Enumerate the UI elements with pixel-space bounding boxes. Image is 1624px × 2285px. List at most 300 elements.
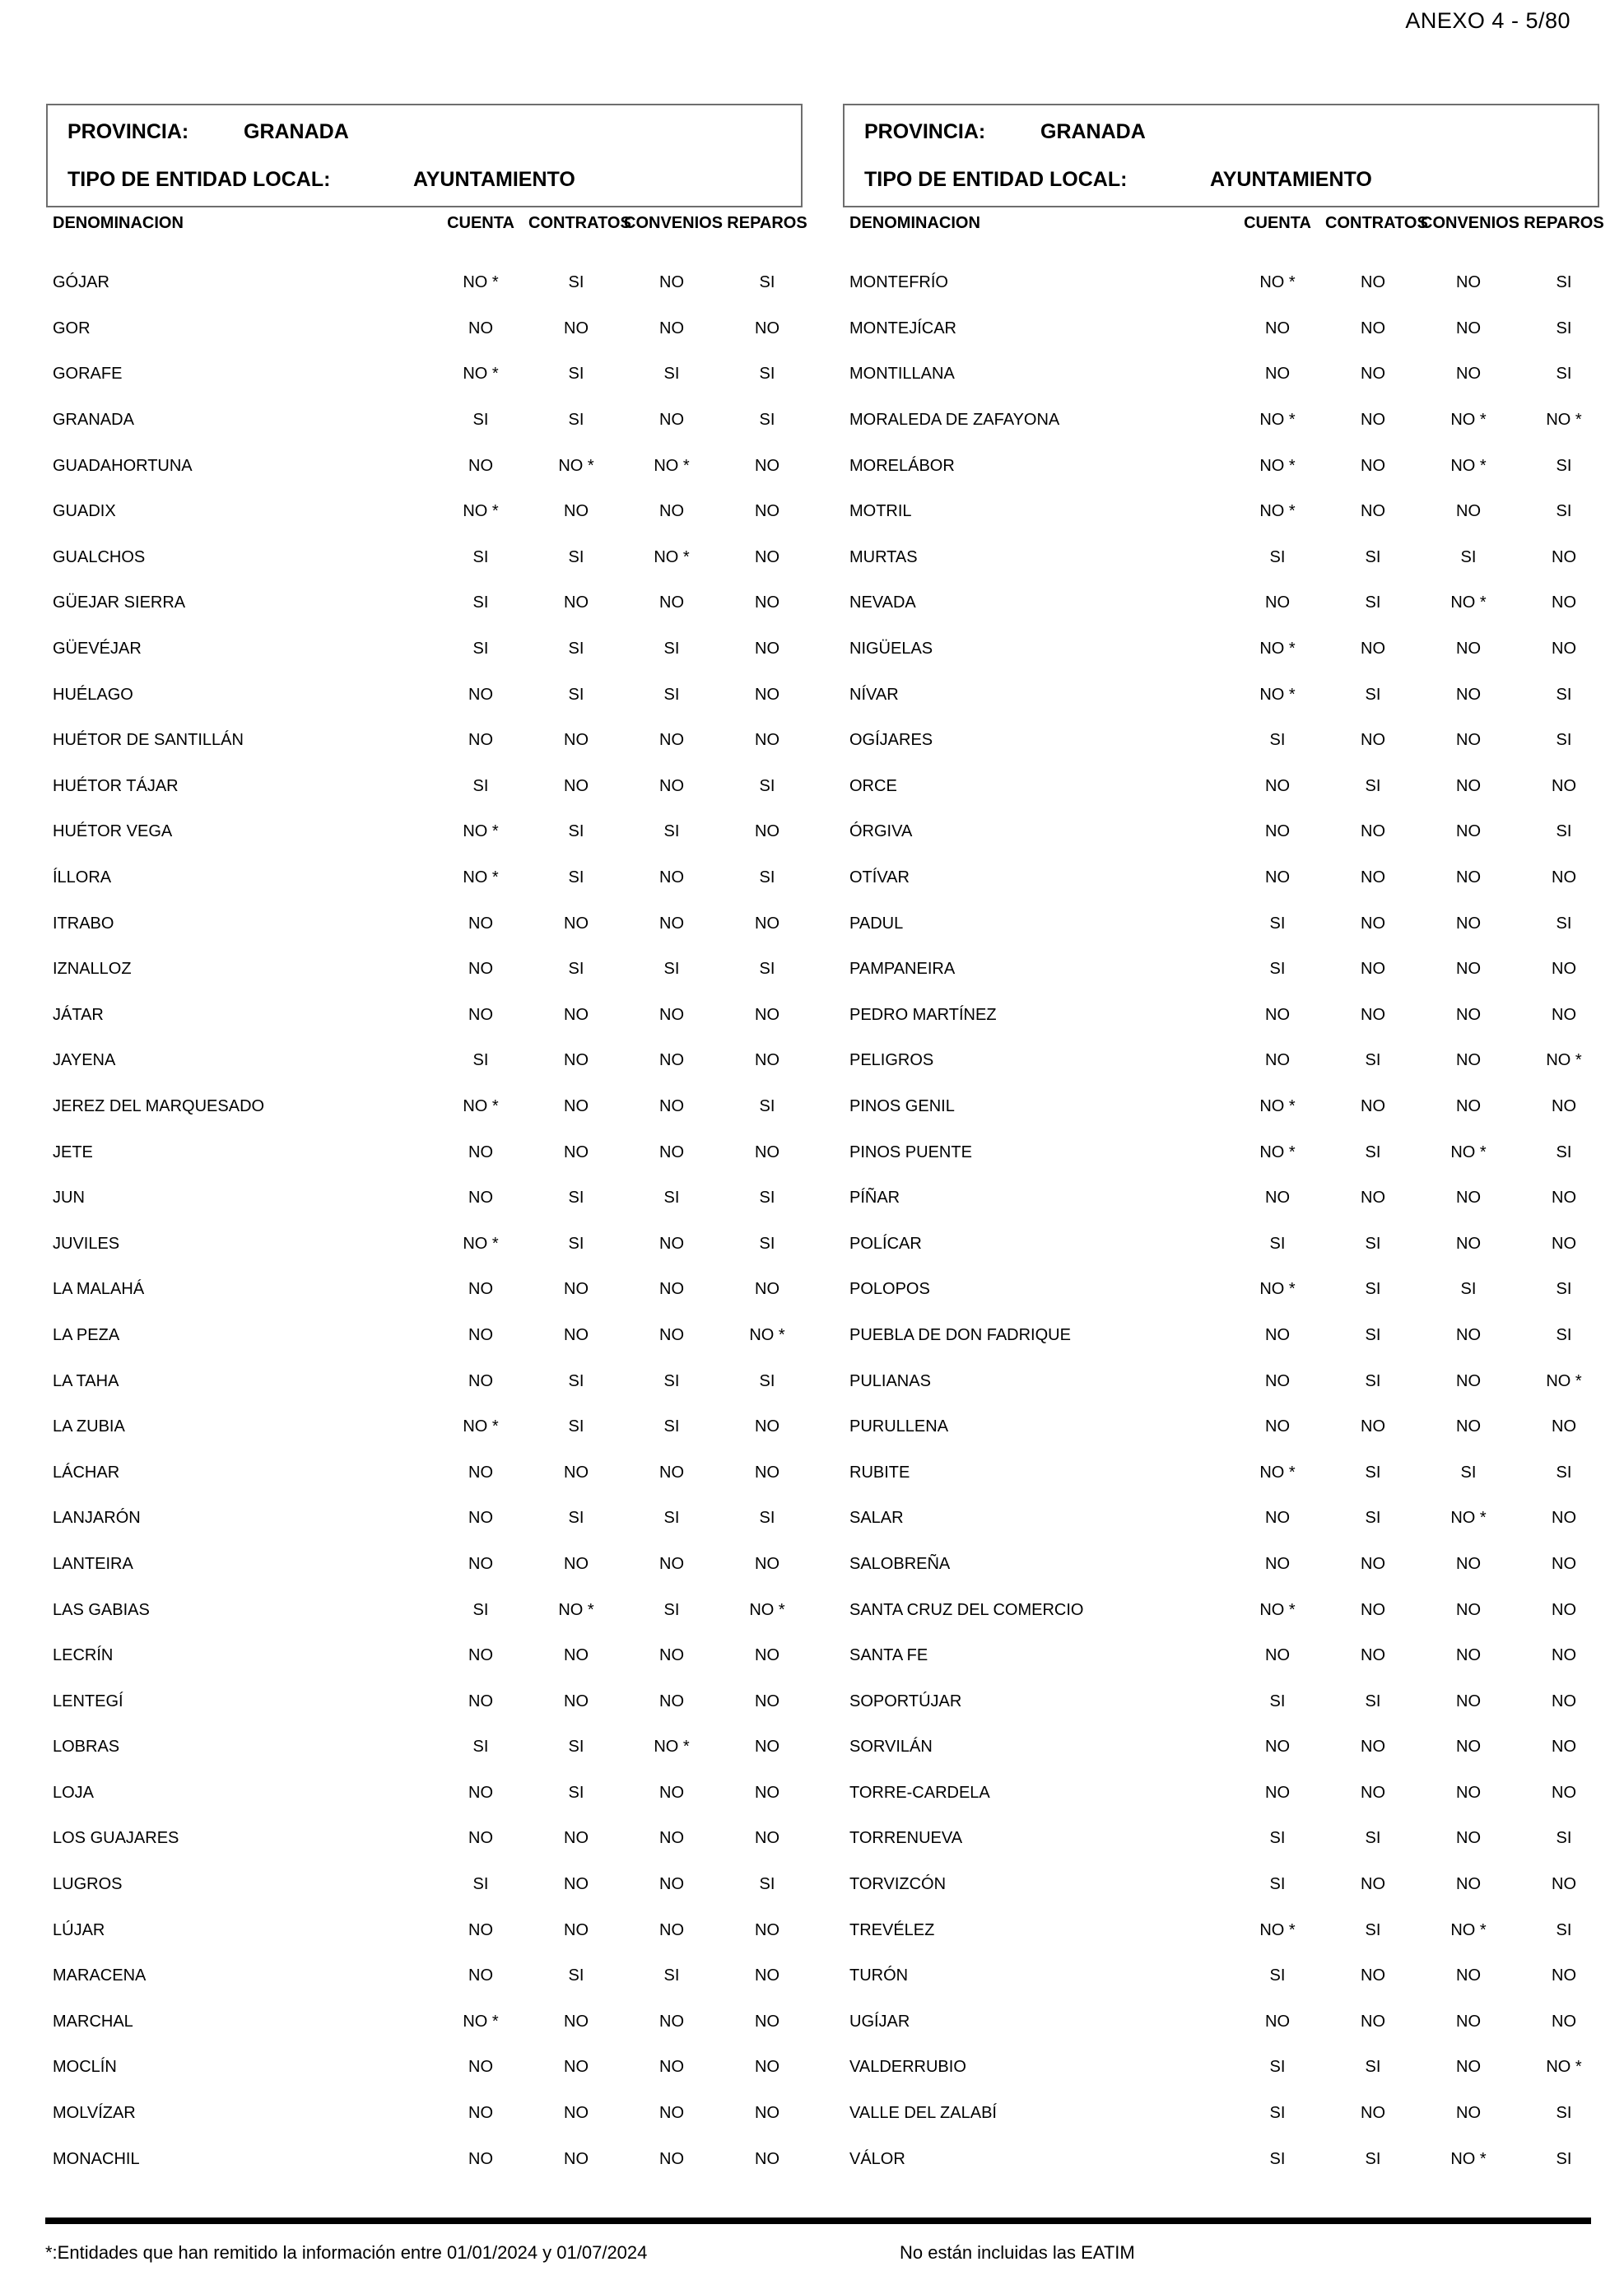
value-cell: NO bbox=[755, 1829, 779, 1848]
value-cell: SI bbox=[1269, 960, 1286, 979]
value-cell: NO bbox=[1265, 1051, 1290, 1070]
provincia-label: PROVINCIA: bbox=[67, 120, 189, 143]
value-cell: NO bbox=[659, 2104, 684, 2123]
footer-divider-rule bbox=[45, 2218, 1591, 2224]
table-row bbox=[46, 443, 815, 489]
municipality-name: SORVILÁN bbox=[849, 1738, 933, 1757]
value-cell: NO bbox=[1552, 1096, 1576, 1115]
value-cell: SI bbox=[568, 960, 584, 979]
value-cell: NO * bbox=[1259, 1463, 1296, 1482]
value-cell: NO bbox=[1361, 914, 1385, 933]
municipality-name: MOCLÍN bbox=[53, 2058, 117, 2077]
value-cell: SI bbox=[663, 685, 680, 704]
value-cell: NO bbox=[1456, 1234, 1481, 1253]
municipality-name: JUN bbox=[53, 1189, 85, 1208]
municipality-name: HUÉTOR DE SANTILLÁN bbox=[53, 731, 244, 750]
value-cell: NO bbox=[659, 2012, 684, 2031]
table-row bbox=[843, 718, 1612, 764]
value-cell: SI bbox=[1365, 593, 1381, 612]
value-cell: NO bbox=[755, 1417, 779, 1436]
value-cell: NO bbox=[1361, 731, 1385, 750]
municipality-name: TORRE-CARDELA bbox=[849, 1783, 990, 1802]
value-cell: NO bbox=[1552, 2012, 1576, 2031]
value-cell: NO bbox=[1552, 1417, 1576, 1436]
value-cell: NO bbox=[659, 868, 684, 887]
value-cell: NO bbox=[564, 2058, 589, 2077]
value-cell: SI bbox=[568, 273, 584, 292]
municipality-name: GUADAHORTUNA bbox=[53, 456, 193, 475]
value-cell: NO bbox=[1456, 1966, 1481, 1985]
value-cell: NO bbox=[1456, 1371, 1481, 1390]
value-cell: NO * bbox=[654, 1738, 690, 1757]
value-cell: NO bbox=[1456, 776, 1481, 795]
municipality-name: OTÍVAR bbox=[849, 868, 910, 887]
value-cell: NO bbox=[659, 2058, 684, 2077]
value-cell: NO bbox=[468, 914, 493, 933]
value-cell: NO bbox=[468, 1554, 493, 1573]
municipality-name: SANTA CRUZ DEL COMERCIO bbox=[849, 1600, 1084, 1619]
value-cell: NO bbox=[1265, 1189, 1290, 1208]
value-cell: NO * bbox=[1450, 2149, 1487, 2168]
municipality-name: ITRABO bbox=[53, 914, 114, 933]
municipality-name: JEREZ DEL MARQUESADO bbox=[53, 1096, 265, 1115]
value-cell: NO bbox=[1361, 1554, 1385, 1573]
value-cell: NO bbox=[755, 1783, 779, 1802]
value-cell: NO bbox=[468, 1005, 493, 1024]
value-cell: NO bbox=[564, 2012, 589, 2031]
value-cell: NO bbox=[659, 2149, 684, 2168]
value-cell: SI bbox=[663, 1371, 680, 1390]
value-cell: SI bbox=[663, 1189, 680, 1208]
panel-left bbox=[46, 0, 815, 2285]
value-cell: NO bbox=[1361, 1600, 1385, 1619]
table-row bbox=[46, 855, 815, 901]
value-cell: NO bbox=[1361, 1005, 1385, 1024]
value-cell: SI bbox=[759, 1371, 775, 1390]
value-cell: NO bbox=[755, 1463, 779, 1482]
value-cell: NO bbox=[1265, 822, 1290, 841]
tipo-entidad-label: TIPO DE ENTIDAD LOCAL: bbox=[67, 168, 331, 191]
value-cell: SI bbox=[1365, 1234, 1381, 1253]
table-row bbox=[46, 1038, 815, 1084]
value-cell: NO bbox=[564, 2149, 589, 2168]
value-cell: NO bbox=[564, 914, 589, 933]
column-headers bbox=[46, 214, 815, 233]
table-row bbox=[46, 1358, 815, 1404]
rows bbox=[843, 260, 1612, 2182]
value-cell: NO bbox=[755, 2104, 779, 2123]
municipality-name: POLOPOS bbox=[849, 1280, 930, 1299]
value-cell: SI bbox=[568, 868, 584, 887]
value-cell: NO bbox=[468, 1920, 493, 1939]
value-cell: NO bbox=[1456, 731, 1481, 750]
table-row bbox=[843, 1084, 1612, 1130]
value-cell: NO * bbox=[654, 456, 690, 475]
municipality-name: MONTEJÍCAR bbox=[849, 319, 956, 337]
value-cell: NO bbox=[1456, 2012, 1481, 2031]
value-cell: NO bbox=[755, 914, 779, 933]
value-cell: NO bbox=[564, 1051, 589, 1070]
value-cell: NO bbox=[1456, 685, 1481, 704]
value-cell: NO * bbox=[463, 822, 499, 841]
value-cell: NO bbox=[755, 319, 779, 337]
value-cell: NO bbox=[659, 1554, 684, 1573]
value-cell: NO bbox=[1361, 822, 1385, 841]
value-cell: NO bbox=[1552, 1509, 1576, 1528]
value-cell: SI bbox=[1556, 1142, 1572, 1161]
municipality-name: OGÍJARES bbox=[849, 731, 933, 750]
table-row bbox=[46, 1678, 815, 1724]
municipality-name: LECRÍN bbox=[53, 1646, 114, 1665]
value-cell: SI bbox=[568, 1189, 584, 1208]
municipality-name: MORALEDA DE ZAFAYONA bbox=[849, 411, 1060, 430]
value-cell: NO bbox=[1456, 1829, 1481, 1848]
value-cell: SI bbox=[759, 1234, 775, 1253]
value-cell: NO bbox=[468, 1142, 493, 1161]
table-row bbox=[843, 993, 1612, 1039]
value-cell: SI bbox=[472, 776, 489, 795]
municipality-name: MOLVÍZAR bbox=[53, 2104, 136, 2123]
value-cell: NO bbox=[468, 1280, 493, 1299]
table-row bbox=[843, 626, 1612, 672]
annex-page-label: ANEXO 4 - 5/80 bbox=[1405, 8, 1570, 33]
municipality-name: LOS GUAJARES bbox=[53, 1829, 179, 1848]
value-cell: SI bbox=[1365, 1325, 1381, 1344]
value-cell: SI bbox=[1556, 319, 1572, 337]
table-row bbox=[46, 901, 815, 947]
table-row bbox=[843, 1404, 1612, 1450]
municipality-name: LÁCHAR bbox=[53, 1463, 120, 1482]
value-cell: NO bbox=[1456, 1051, 1481, 1070]
value-cell: NO bbox=[1361, 273, 1385, 292]
value-cell: SI bbox=[1556, 1829, 1572, 1848]
value-cell: NO bbox=[564, 319, 589, 337]
value-cell: NO bbox=[1456, 822, 1481, 841]
table-row bbox=[46, 993, 815, 1039]
value-cell: NO bbox=[1361, 502, 1385, 521]
value-cell: SI bbox=[1365, 1829, 1381, 1848]
value-cell: NO bbox=[755, 640, 779, 659]
municipality-name: UGÍJAR bbox=[849, 2012, 910, 2031]
value-cell: NO bbox=[1361, 1417, 1385, 1436]
value-cell: NO bbox=[468, 1463, 493, 1482]
value-cell: SI bbox=[1269, 1829, 1286, 1848]
value-cell: NO * bbox=[463, 1234, 499, 1253]
municipality-name: PINOS GENIL bbox=[849, 1096, 955, 1115]
value-cell: NO bbox=[1456, 1325, 1481, 1344]
value-cell: SI bbox=[1365, 547, 1381, 566]
value-cell: NO * bbox=[463, 1096, 499, 1115]
value-cell: SI bbox=[1365, 1142, 1381, 1161]
value-cell: SI bbox=[759, 1096, 775, 1115]
municipality-name: HUÉTOR VEGA bbox=[53, 822, 173, 841]
table-row bbox=[843, 1221, 1612, 1267]
value-cell: SI bbox=[1365, 776, 1381, 795]
value-cell: NO bbox=[468, 1371, 493, 1390]
column-header-convenios: CONVENIOS bbox=[624, 214, 724, 232]
value-cell: NO bbox=[755, 1051, 779, 1070]
value-cell: SI bbox=[663, 960, 680, 979]
value-cell: NO * bbox=[1259, 1280, 1296, 1299]
value-cell: NO bbox=[564, 1692, 589, 1710]
value-cell: NO bbox=[659, 1051, 684, 1070]
value-cell: NO * bbox=[749, 1325, 785, 1344]
value-cell: SI bbox=[663, 822, 680, 841]
value-cell: NO bbox=[1456, 868, 1481, 887]
value-cell: SI bbox=[568, 1509, 584, 1528]
table-row bbox=[46, 1907, 815, 1953]
footnote-asterisk: *:Entidades que han remitido la información entre 01/01/2024 y 01/07/2024 bbox=[45, 2242, 648, 2263]
value-cell: NO bbox=[468, 2058, 493, 2077]
municipality-name: MORELÁBOR bbox=[849, 456, 955, 475]
value-cell: NO bbox=[659, 411, 684, 430]
value-cell: NO bbox=[755, 2149, 779, 2168]
value-cell: NO * bbox=[1259, 411, 1296, 430]
table-row bbox=[843, 1542, 1612, 1588]
table-row bbox=[843, 1358, 1612, 1404]
value-cell: NO bbox=[468, 2149, 493, 2168]
value-cell: NO bbox=[564, 731, 589, 750]
table-row bbox=[843, 1496, 1612, 1542]
municipality-name: MONACHIL bbox=[53, 2149, 140, 2168]
municipality-name: LA PEZA bbox=[53, 1325, 120, 1344]
value-cell: NO bbox=[1552, 1189, 1576, 1208]
table-row bbox=[46, 535, 815, 581]
value-cell: NO bbox=[659, 1005, 684, 1024]
table-row bbox=[46, 1862, 815, 1908]
table-row bbox=[46, 626, 815, 672]
value-cell: SI bbox=[1556, 365, 1572, 384]
municipality-name: GÓJAR bbox=[53, 273, 109, 292]
municipality-name: VALDERRUBIO bbox=[849, 2058, 966, 2077]
column-header-cuenta: CUENTA bbox=[447, 214, 514, 232]
municipality-name: NEVADA bbox=[849, 593, 916, 612]
value-cell: SI bbox=[1556, 1463, 1572, 1482]
table-row bbox=[843, 1678, 1612, 1724]
value-cell: NO bbox=[1456, 960, 1481, 979]
municipality-name: LANJARÓN bbox=[53, 1509, 141, 1528]
value-cell: SI bbox=[568, 1417, 584, 1436]
table-row bbox=[46, 1404, 815, 1450]
value-cell: NO bbox=[1552, 1738, 1576, 1757]
table-row bbox=[843, 2136, 1612, 2182]
table-row bbox=[843, 672, 1612, 718]
value-cell: SI bbox=[663, 1417, 680, 1436]
municipality-name: MOTRIL bbox=[849, 502, 912, 521]
value-cell: NO bbox=[1552, 1966, 1576, 1985]
value-cell: NO bbox=[1456, 319, 1481, 337]
panel-header-box bbox=[843, 104, 1599, 207]
value-cell: SI bbox=[568, 1966, 584, 1985]
table-row bbox=[843, 855, 1612, 901]
value-cell: NO bbox=[564, 1463, 589, 1482]
municipality-name: PINOS PUENTE bbox=[849, 1142, 972, 1161]
table-row bbox=[843, 1633, 1612, 1679]
municipality-name: GUADIX bbox=[53, 502, 116, 521]
value-cell: NO bbox=[1361, 1646, 1385, 1665]
municipality-name: MONTEFRÍO bbox=[849, 273, 948, 292]
value-cell: SI bbox=[759, 776, 775, 795]
value-cell: SI bbox=[1365, 685, 1381, 704]
value-cell: SI bbox=[1365, 2058, 1381, 2077]
value-cell: NO * bbox=[654, 547, 690, 566]
value-cell: NO bbox=[564, 1646, 589, 1665]
value-cell: NO bbox=[468, 1829, 493, 1848]
value-cell: SI bbox=[1365, 1920, 1381, 1939]
value-cell: NO bbox=[1361, 2104, 1385, 2123]
value-cell: NO bbox=[1361, 640, 1385, 659]
table-row bbox=[843, 1771, 1612, 1817]
value-cell: SI bbox=[472, 1875, 489, 1894]
value-cell: NO * bbox=[463, 365, 499, 384]
table-row bbox=[46, 718, 815, 764]
municipality-name: TREVÉLEZ bbox=[849, 1920, 935, 1939]
table-row bbox=[46, 764, 815, 810]
value-cell: NO * bbox=[463, 1417, 499, 1436]
value-cell: NO * bbox=[1259, 640, 1296, 659]
table-row bbox=[843, 947, 1612, 993]
value-cell: NO bbox=[659, 273, 684, 292]
value-cell: SI bbox=[759, 273, 775, 292]
table-row bbox=[46, 1175, 815, 1222]
value-cell: NO bbox=[564, 2104, 589, 2123]
table-row bbox=[46, 1724, 815, 1771]
value-cell: NO bbox=[468, 731, 493, 750]
value-cell: SI bbox=[663, 640, 680, 659]
value-cell: NO * bbox=[1259, 1920, 1296, 1939]
value-cell: NO bbox=[1456, 1005, 1481, 1024]
value-cell: NO bbox=[659, 1875, 684, 1894]
municipality-name: PELIGROS bbox=[849, 1051, 934, 1070]
value-cell: NO bbox=[659, 1829, 684, 1848]
municipality-name: MARCHAL bbox=[53, 2012, 133, 2031]
table-row bbox=[46, 1587, 815, 1633]
table-row bbox=[843, 1724, 1612, 1771]
table-row bbox=[843, 535, 1612, 581]
value-cell: SI bbox=[1556, 502, 1572, 521]
panel-right bbox=[843, 0, 1612, 2285]
value-cell: SI bbox=[663, 1600, 680, 1619]
value-cell: NO bbox=[659, 776, 684, 795]
value-cell: NO * bbox=[1259, 273, 1296, 292]
value-cell: NO bbox=[659, 1280, 684, 1299]
value-cell: NO * bbox=[1450, 593, 1487, 612]
value-cell: NO bbox=[1552, 1600, 1576, 1619]
value-cell: NO bbox=[1265, 2012, 1290, 2031]
municipality-name: LUGROS bbox=[53, 1875, 123, 1894]
value-cell: NO bbox=[1552, 1005, 1576, 1024]
value-cell: NO bbox=[1552, 640, 1576, 659]
value-cell: NO bbox=[1552, 1554, 1576, 1573]
value-cell: NO bbox=[1265, 776, 1290, 795]
column-header-denominacion: DENOMINACION bbox=[53, 214, 184, 232]
municipality-name: PEDRO MARTÍNEZ bbox=[849, 1005, 997, 1024]
table-row bbox=[843, 1953, 1612, 1999]
value-cell: NO bbox=[1456, 1646, 1481, 1665]
municipality-name: VÁLOR bbox=[849, 2149, 905, 2168]
value-cell: NO bbox=[1265, 1005, 1290, 1024]
value-cell: NO bbox=[564, 1005, 589, 1024]
municipality-name: JUVILES bbox=[53, 1234, 120, 1253]
municipality-name: MARACENA bbox=[53, 1966, 147, 1985]
municipality-name: HUÉLAGO bbox=[53, 685, 133, 704]
value-cell: NO bbox=[1456, 2058, 1481, 2077]
value-cell: SI bbox=[1269, 547, 1286, 566]
value-cell: SI bbox=[568, 1234, 584, 1253]
value-cell: NO bbox=[564, 1142, 589, 1161]
table-row bbox=[843, 398, 1612, 444]
value-cell: NO bbox=[1265, 365, 1290, 384]
value-cell: NO bbox=[1361, 1189, 1385, 1208]
value-cell: NO bbox=[1456, 1875, 1481, 1894]
table-row bbox=[46, 1496, 815, 1542]
value-cell: SI bbox=[1556, 2149, 1572, 2168]
value-cell: SI bbox=[568, 640, 584, 659]
municipality-name: ÓRGIVA bbox=[849, 822, 913, 841]
tipo-entidad-value: AYUNTAMIENTO bbox=[413, 168, 575, 191]
value-cell: NO bbox=[1361, 365, 1385, 384]
value-cell: NO bbox=[755, 1920, 779, 1939]
value-cell: NO bbox=[755, 547, 779, 566]
table-row bbox=[843, 306, 1612, 352]
tipo-entidad-value: AYUNTAMIENTO bbox=[1210, 168, 1372, 191]
provincia-value: GRANADA bbox=[244, 120, 349, 143]
value-cell: SI bbox=[1556, 822, 1572, 841]
value-cell: NO bbox=[1456, 1417, 1481, 1436]
value-cell: NO bbox=[1456, 365, 1481, 384]
table-row bbox=[843, 1999, 1612, 2045]
value-cell: SI bbox=[1269, 914, 1286, 933]
value-cell: SI bbox=[1556, 1325, 1572, 1344]
value-cell: SI bbox=[472, 593, 489, 612]
value-cell: NO bbox=[1552, 547, 1576, 566]
value-cell: NO bbox=[659, 1463, 684, 1482]
value-cell: NO * bbox=[1546, 411, 1582, 430]
value-cell: NO bbox=[755, 822, 779, 841]
value-cell: NO bbox=[1552, 1783, 1576, 1802]
tipo-entidad-label: TIPO DE ENTIDAD LOCAL: bbox=[864, 168, 1128, 191]
table-row bbox=[843, 443, 1612, 489]
value-cell: NO bbox=[468, 2104, 493, 2123]
table-row bbox=[46, 1267, 815, 1313]
value-cell: SI bbox=[759, 868, 775, 887]
value-cell: SI bbox=[1269, 1692, 1286, 1710]
value-cell: NO bbox=[1456, 2104, 1481, 2123]
provincia-label: PROVINCIA: bbox=[864, 120, 986, 143]
value-cell: NO bbox=[1361, 1783, 1385, 1802]
municipality-name: SANTA FE bbox=[849, 1646, 928, 1665]
value-cell: SI bbox=[1556, 2104, 1572, 2123]
value-cell: NO bbox=[755, 456, 779, 475]
column-headers bbox=[843, 214, 1612, 233]
rows bbox=[46, 260, 815, 2182]
value-cell: NO * bbox=[463, 273, 499, 292]
value-cell: NO bbox=[1552, 1234, 1576, 1253]
value-cell: SI bbox=[1269, 1234, 1286, 1253]
municipality-name: LÚJAR bbox=[53, 1920, 105, 1939]
value-cell: SI bbox=[568, 1783, 584, 1802]
value-cell: SI bbox=[663, 1509, 680, 1528]
table-row bbox=[46, 351, 815, 398]
table-row bbox=[843, 2091, 1612, 2137]
municipality-name: SALOBREÑA bbox=[849, 1554, 951, 1573]
value-cell: NO bbox=[755, 502, 779, 521]
value-cell: NO * bbox=[1450, 1920, 1487, 1939]
municipality-name: TORRENUEVA bbox=[849, 1829, 963, 1848]
value-cell: SI bbox=[1556, 456, 1572, 475]
value-cell: SI bbox=[568, 365, 584, 384]
value-cell: NO bbox=[1361, 456, 1385, 475]
